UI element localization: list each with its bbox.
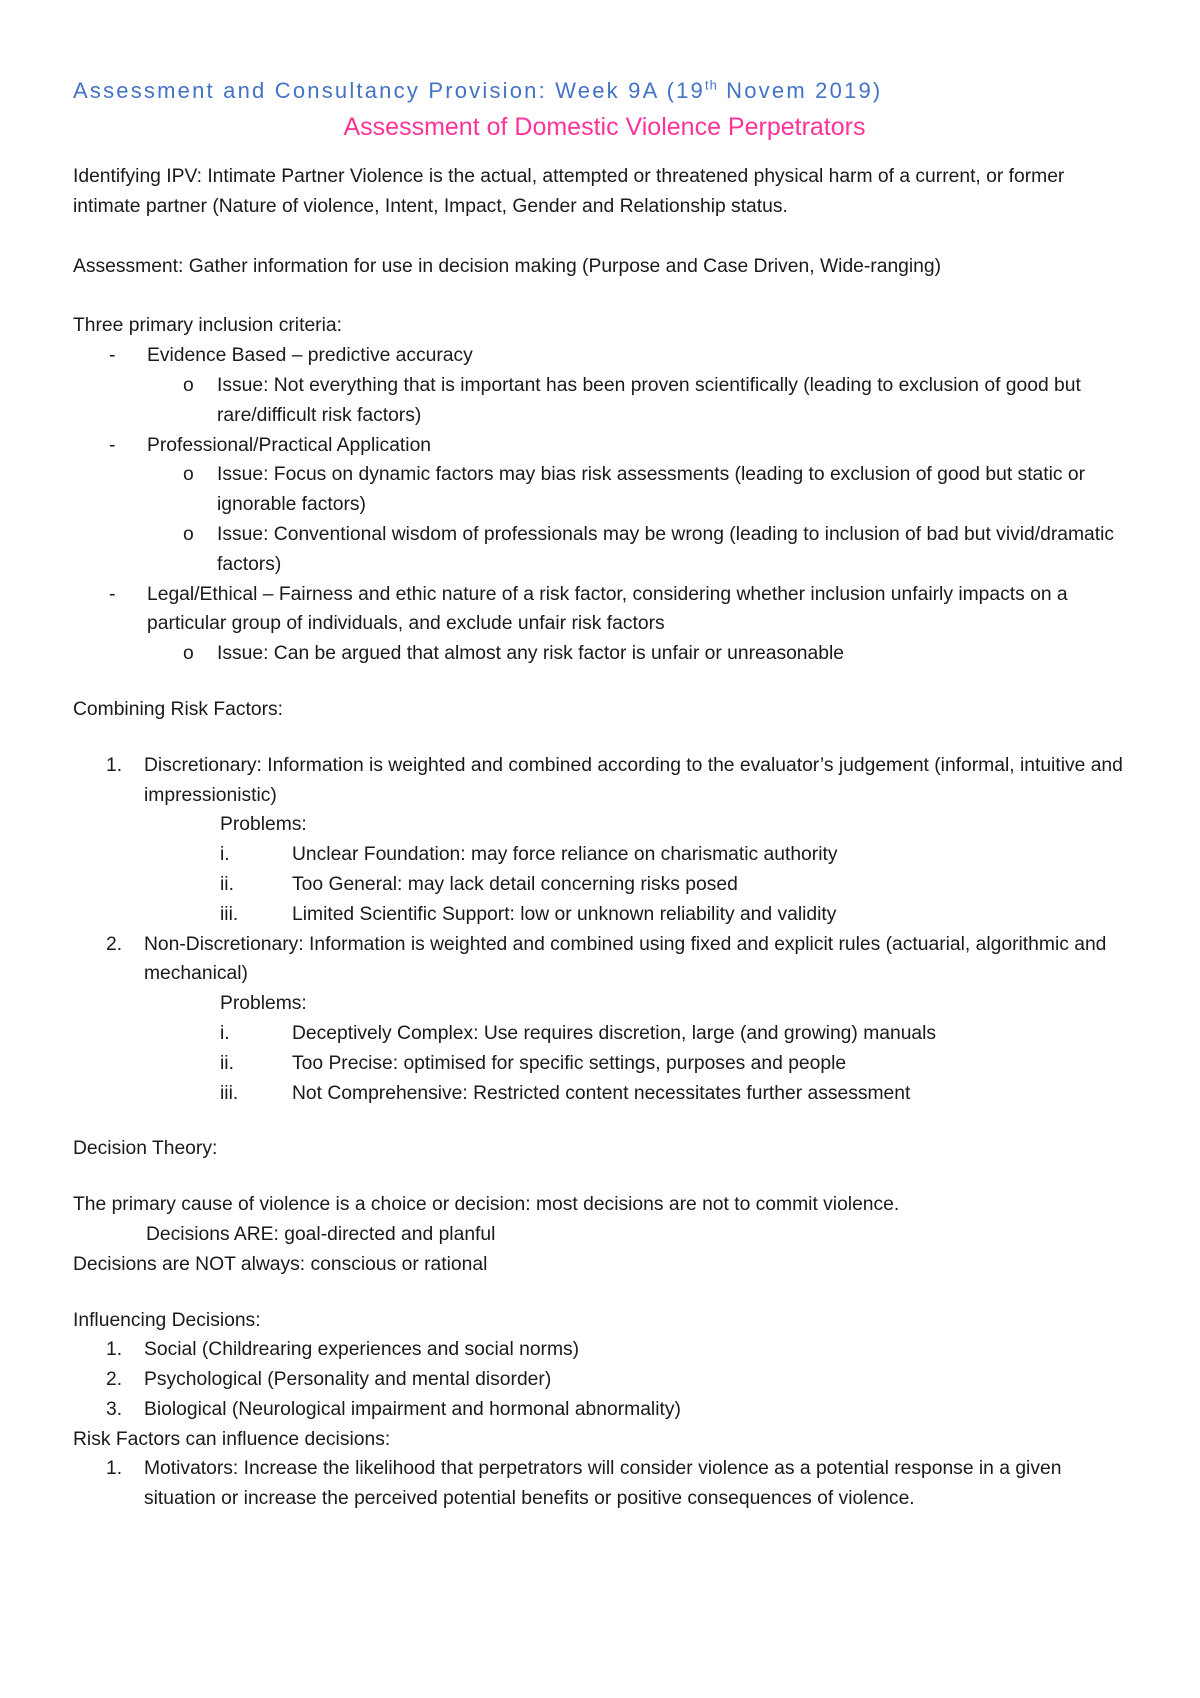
item-number: 2. — [106, 1369, 123, 1391]
circle-bullet: o — [183, 374, 194, 396]
list-item — [73, 1454, 1136, 1514]
list-item — [73, 431, 1136, 461]
dash-bullet: - — [109, 434, 116, 456]
problem-item: Deceptively Complex: Use requires discretion, large (and growing) manuals — [292, 1022, 937, 1044]
list-item — [73, 870, 1136, 900]
list-item — [73, 1019, 1136, 1049]
influencing-item: Psychological (Personality and mental disorder) — [144, 1369, 552, 1391]
list-item — [73, 341, 1136, 371]
item-number: 3. — [106, 1398, 123, 1420]
page-subtitle: Assessment of Domestic Violence Perpetrators — [343, 113, 866, 141]
item-number: 1. — [106, 754, 123, 776]
decision-are: Decisions ARE: goal-directed and planful — [146, 1223, 496, 1245]
assessment-paragraph: Assessment: Gather information for use in decision making (Purpose and Case Driven, Wide-ranging) — [73, 255, 942, 277]
decision-primary: The primary cause of violence is a choice or decision: most decisions are not to commit violence. — [73, 1194, 900, 1216]
criteria-item: Legal/Ethical – Fairness and ethic nature of a risk factor, considering whether inclusion unfairly impacts on a particular group of individuals, and exclude unfair risk factors — [147, 583, 1068, 635]
list-item — [73, 840, 1136, 870]
document-header — [73, 76, 1136, 142]
list-item — [73, 751, 1136, 811]
problem-item: Unclear Foundation: may force reliance on charismatic authority — [292, 844, 838, 866]
decision-not: Decisions are NOT always: conscious or rational — [73, 1253, 488, 1275]
roman-number: ii. — [220, 1052, 234, 1074]
roman-number: i. — [220, 844, 230, 866]
issue-item: Issue: Conventional wisdom of professionals may be wrong (leading to inclusion of bad but vivid/dramatic factors) — [217, 523, 1115, 575]
problem-item: Not Comprehensive: Restricted content necessitates further assessment — [292, 1082, 911, 1104]
issue-item: Issue: Can be argued that almost any risk factor is unfair or unreasonable — [217, 643, 844, 665]
circle-bullet: o — [183, 523, 194, 545]
dash-bullet: - — [109, 345, 116, 367]
list-item — [73, 1049, 1136, 1079]
criteria-item: Evidence Based – predictive accuracy — [147, 345, 473, 367]
list-item — [73, 639, 1136, 669]
roman-number: i. — [220, 1022, 230, 1044]
identifying-ipv-paragraph: Identifying IPV: Intimate Partner Violence is the actual, attempted or threatened physical harm of a current, or former intimate partner (Nature of violence, Intent, Impact, Gender and Relationship status. — [73, 166, 1065, 217]
item-number: 1. — [106, 1458, 123, 1480]
circle-bullet: o — [183, 464, 194, 486]
decision-heading: Decision Theory: — [73, 1138, 218, 1160]
combining-item: Non-Discretionary: Information is weighted and combined using fixed and explicit rules (actuarial, algorithmic and mechanical) — [144, 933, 1107, 985]
criteria-heading: Three primary inclusion criteria: — [73, 315, 342, 337]
problems-label: Problems: — [220, 993, 307, 1015]
risk-item: Motivators: Increase the likelihood that perpetrators will consider violence as a potential response in a given situation or increase the perceived potential benefits or positive consequences of violence. — [144, 1458, 1062, 1510]
item-number: 1. — [106, 1339, 123, 1361]
roman-number: ii. — [220, 873, 234, 895]
criteria-item: Professional/Practical Application — [147, 434, 432, 456]
page-title — [73, 76, 1136, 106]
list-item — [73, 1365, 1136, 1395]
title-superscript: th — [705, 77, 718, 93]
problem-item: Too General: may lack detail concerning risks posed — [292, 873, 738, 895]
problems-label: Problems: — [220, 814, 307, 836]
title-end: Novem 2019) — [717, 78, 883, 103]
combining-heading: Combining Risk Factors: — [73, 698, 284, 720]
circle-bullet: o — [183, 643, 194, 665]
list-item — [73, 1395, 1136, 1425]
issue-item: Issue: Focus on dynamic factors may bias risk assessments (leading to exclusion of good but static or ignorable factors) — [217, 464, 1086, 516]
item-number: 2. — [106, 933, 123, 955]
list-item — [73, 1335, 1136, 1365]
list-item — [73, 460, 1136, 520]
list-item — [73, 1079, 1136, 1109]
roman-number: iii. — [220, 1082, 239, 1104]
combining-item: Discretionary: Information is weighted and combined according to the evaluator’s judgement (informal, intuitive and impressionistic) — [144, 754, 1123, 806]
influencing-item: Social (Childrearing experiences and social norms) — [144, 1339, 580, 1361]
dash-bullet: - — [109, 583, 116, 605]
issue-item: Issue: Not everything that is important has been proven scientifically (leading to exclusion of good but rare/difficult risk factors) — [217, 374, 1081, 426]
problem-item: Too Precise: optimised for specific settings, purposes and people — [292, 1052, 847, 1074]
influencing-item: Biological (Neurological impairment and hormonal abnormality) — [144, 1398, 681, 1420]
list-item — [73, 930, 1136, 990]
list-item — [73, 520, 1136, 580]
list-item — [73, 580, 1136, 640]
risk-heading: Risk Factors can influence decisions: — [73, 1428, 391, 1450]
roman-number: iii. — [220, 903, 239, 925]
title-main: Assessment and Consultancy Provision: Week 9A (19 — [73, 78, 705, 103]
influencing-heading: Influencing Decisions: — [73, 1309, 261, 1331]
list-item — [73, 900, 1136, 930]
problem-item: Limited Scientific Support: low or unknown reliability and validity — [292, 903, 837, 925]
list-item — [73, 371, 1136, 431]
